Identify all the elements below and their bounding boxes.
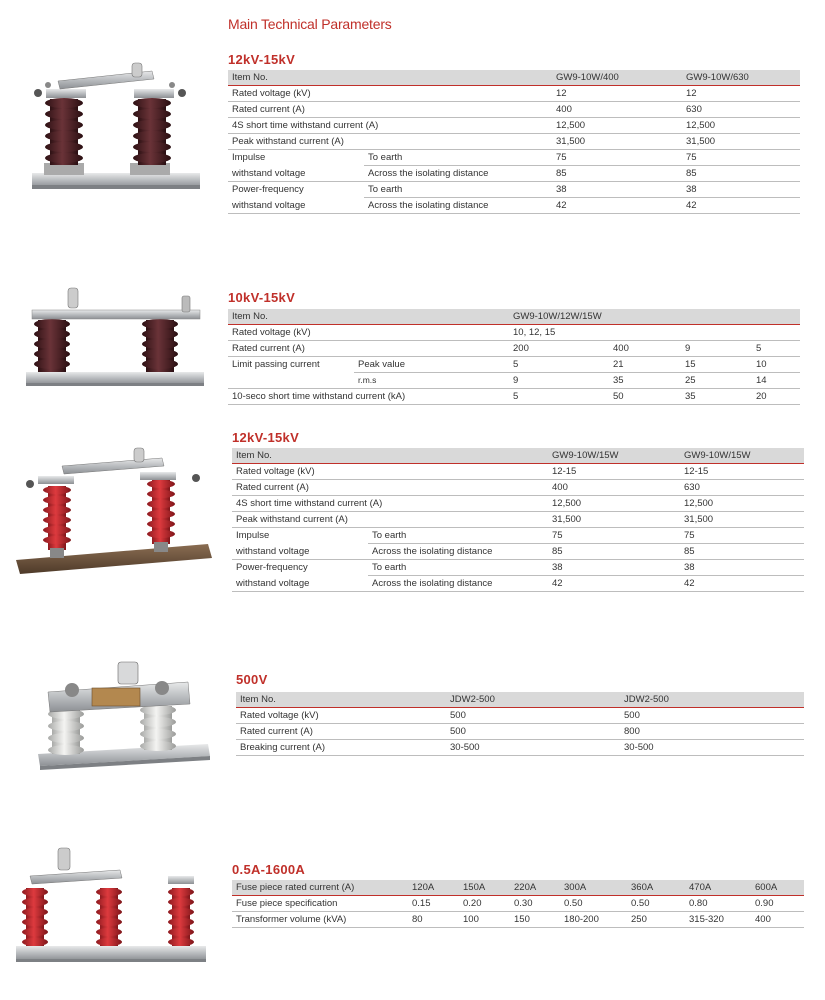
spec-table-jdw2-500	[236, 692, 804, 756]
cell: 50	[609, 389, 681, 405]
cell: 200	[509, 341, 609, 357]
cell: 12,500	[552, 118, 682, 134]
cell: 75	[680, 528, 804, 544]
cell: 500	[620, 708, 804, 724]
table-row	[236, 740, 804, 756]
cell: 38	[548, 560, 680, 576]
cell: 38	[682, 182, 800, 198]
header-cell: Item No.	[228, 309, 509, 325]
row-label: withstand voltage	[232, 544, 368, 560]
cell: 15	[681, 357, 752, 373]
cell: To earth	[364, 182, 552, 198]
cell: 75	[682, 150, 800, 166]
header-cell: 150A	[459, 880, 510, 896]
section-title-10kv-15kv: 10kV-15kV	[228, 290, 296, 305]
table-row	[232, 544, 804, 560]
section-title-12kv-15kv-b: 12kV-15kV	[232, 430, 300, 445]
isolator-switch-photo-white	[12, 648, 217, 798]
cell: 12,500	[682, 118, 800, 134]
cell: 85	[682, 166, 800, 182]
header-cell: GW9-10W/15W	[548, 448, 680, 464]
table-header-row	[228, 70, 800, 86]
row-label: Rated current (A)	[236, 724, 446, 740]
header-cell: Item No.	[228, 70, 552, 86]
table-row	[232, 496, 804, 512]
table-row	[228, 341, 800, 357]
cell: 31,500	[548, 512, 680, 528]
row-label: 4S short time withstand current (A)	[232, 496, 548, 512]
table-row	[232, 560, 804, 576]
spec-table-gw9-10w-12w-15w	[228, 309, 800, 405]
cell: 35	[609, 373, 681, 389]
header-cell: GW9-10W/400	[552, 70, 682, 86]
cell: 10, 12, 15	[509, 325, 800, 341]
cell: 12	[682, 86, 800, 102]
cell: 400	[552, 102, 682, 118]
row-label: Peak withstand current (A)	[232, 512, 548, 528]
cell: 14	[752, 373, 800, 389]
header-cell: 470A	[685, 880, 751, 896]
row-label: Power-frequency	[232, 184, 304, 196]
table-header-row	[232, 880, 804, 896]
header-cell: Fuse piece rated current (A)	[232, 880, 408, 896]
cell: 0.15	[408, 896, 459, 912]
row-label: Rated voltage (kV)	[228, 325, 509, 341]
cell: 21	[609, 357, 681, 373]
header-cell: 220A	[510, 880, 560, 896]
cell: 12-15	[680, 464, 804, 480]
cell: 500	[446, 724, 620, 740]
cell: 315-320	[685, 912, 751, 928]
cell: r.m.s	[354, 373, 509, 389]
page-title: Main Technical Parameters	[228, 16, 392, 32]
table-row	[232, 464, 804, 480]
table-row	[228, 166, 800, 182]
cell: 9	[509, 373, 609, 389]
cell: 25	[681, 373, 752, 389]
cell: 0.90	[751, 896, 804, 912]
cell: 30-500	[446, 740, 620, 756]
row-label: Rated voltage (kV)	[228, 86, 552, 102]
row-label: withstand voltage	[232, 576, 368, 592]
header-cell: JDW2-500	[446, 692, 620, 708]
cell: 31,500	[680, 512, 804, 528]
row-label: withstand voltage	[228, 198, 364, 214]
spec-table-fuse-piece	[232, 880, 804, 928]
cell: 630	[680, 480, 804, 496]
cell: 42	[682, 198, 800, 214]
cell: 85	[548, 544, 680, 560]
header-cell: GW9-10W/630	[682, 70, 800, 86]
row-label: Rated voltage (kV)	[236, 708, 446, 724]
cell: 100	[459, 912, 510, 928]
cell: 9	[681, 341, 752, 357]
row-label: Impulse	[232, 152, 266, 164]
cell: 20	[752, 389, 800, 405]
cell: 250	[627, 912, 685, 928]
row-label: withstand voltage	[228, 166, 364, 182]
cell: 12,500	[548, 496, 680, 512]
cell: 75	[552, 150, 682, 166]
cell: 5	[509, 357, 609, 373]
table-row	[232, 896, 804, 912]
table-row	[236, 724, 804, 740]
cell: 150	[510, 912, 560, 928]
cell: 0.50	[560, 896, 627, 912]
row-label: 10-seco short time withstand current (kA)	[228, 389, 509, 405]
table-row	[228, 150, 800, 166]
row-label: Power-frequency	[236, 562, 308, 574]
table-row	[232, 912, 804, 928]
header-cell: 120A	[408, 880, 459, 896]
table-row	[232, 512, 804, 528]
cell: 0.30	[510, 896, 560, 912]
cell: 400	[548, 480, 680, 496]
table-row	[228, 86, 800, 102]
table-row	[228, 134, 800, 150]
spec-table-gw9-10w-15w	[232, 448, 804, 592]
row-label: Rated current (A)	[228, 102, 552, 118]
section-title-500v: 500V	[236, 672, 268, 687]
cell: 85	[552, 166, 682, 182]
cell: 0.20	[459, 896, 510, 912]
cell: 12-15	[548, 464, 680, 480]
table-row	[228, 389, 800, 405]
cell: 10	[752, 357, 800, 373]
table-row	[228, 325, 800, 341]
header-cell: GW9-10W/15W	[680, 448, 804, 464]
cell: 12	[552, 86, 682, 102]
row-label: 4S short time withstand current (A)	[228, 118, 552, 134]
cell: 42	[548, 576, 680, 592]
isolator-switch-photo-brown	[12, 55, 217, 215]
header-cell: GW9-10W/12W/15W	[509, 309, 800, 325]
cell: Across the isolating distance	[364, 166, 552, 182]
cell: 31,500	[552, 134, 682, 150]
header-cell: JDW2-500	[620, 692, 804, 708]
cell: 35	[681, 389, 752, 405]
table-row	[228, 373, 800, 389]
cell: 42	[680, 576, 804, 592]
row-label: Fuse piece specification	[232, 896, 408, 912]
row-label: Peak withstand current (A)	[228, 134, 552, 150]
cell: 42	[552, 198, 682, 214]
header-cell: Item No.	[232, 448, 548, 464]
row-label: Rated current (A)	[228, 341, 509, 357]
table-row	[228, 357, 800, 373]
table-header-row	[228, 309, 800, 325]
cell: 31,500	[682, 134, 800, 150]
cell: 400	[609, 341, 681, 357]
table-row	[228, 102, 800, 118]
cell: 5	[509, 389, 609, 405]
cell: 0.50	[627, 896, 685, 912]
row-label: Rated current (A)	[232, 480, 548, 496]
row-label: Impulse	[236, 530, 270, 542]
cell: 800	[620, 724, 804, 740]
cell: 38	[680, 560, 804, 576]
table-row	[232, 480, 804, 496]
header-cell: 300A	[560, 880, 627, 896]
header-cell: 360A	[627, 880, 685, 896]
cell: Peak value	[354, 357, 509, 373]
cell: 180-200	[560, 912, 627, 928]
row-label: Transformer volume (kVA)	[232, 912, 408, 928]
cell: 0.80	[685, 896, 751, 912]
table-row	[236, 708, 804, 724]
cell: 80	[408, 912, 459, 928]
row-label: Rated voltage (kV)	[232, 464, 548, 480]
isolator-switch-photo-red	[12, 440, 217, 585]
table-header-row	[236, 692, 804, 708]
section-title-12kv-15kv-a: 12kV-15kV	[228, 52, 296, 67]
section-title-0-5a-1600a: 0.5A-1600A	[232, 862, 306, 877]
cell: Across the isolating distance	[368, 576, 548, 592]
table-header-row	[232, 448, 804, 464]
table-row	[228, 182, 800, 198]
header-cell: Item No.	[236, 692, 446, 708]
spec-table-gw9-10w	[228, 70, 800, 214]
cell: 75	[548, 528, 680, 544]
table-row	[232, 528, 804, 544]
table-row	[228, 198, 800, 214]
cell: Across the isolating distance	[368, 544, 548, 560]
cell: To earth	[364, 150, 552, 166]
isolator-switch-photo-brown-2	[12, 280, 217, 410]
cell: 85	[680, 544, 804, 560]
cell: 38	[552, 182, 682, 198]
cell: 500	[446, 708, 620, 724]
row-label: Limit passing current	[232, 359, 320, 371]
cell: To earth	[368, 560, 548, 576]
cell: To earth	[368, 528, 548, 544]
cell: Across the isolating distance	[364, 198, 552, 214]
table-row	[232, 576, 804, 592]
cell: 400	[751, 912, 804, 928]
cell: 12,500	[680, 496, 804, 512]
cell: 630	[682, 102, 800, 118]
cell: 30-500	[620, 740, 804, 756]
cell: 5	[752, 341, 800, 357]
row-label: Breaking current (A)	[236, 740, 446, 756]
header-cell: 600A	[751, 880, 804, 896]
table-row	[228, 118, 800, 134]
fuse-cutout-photo-red	[8, 842, 213, 982]
